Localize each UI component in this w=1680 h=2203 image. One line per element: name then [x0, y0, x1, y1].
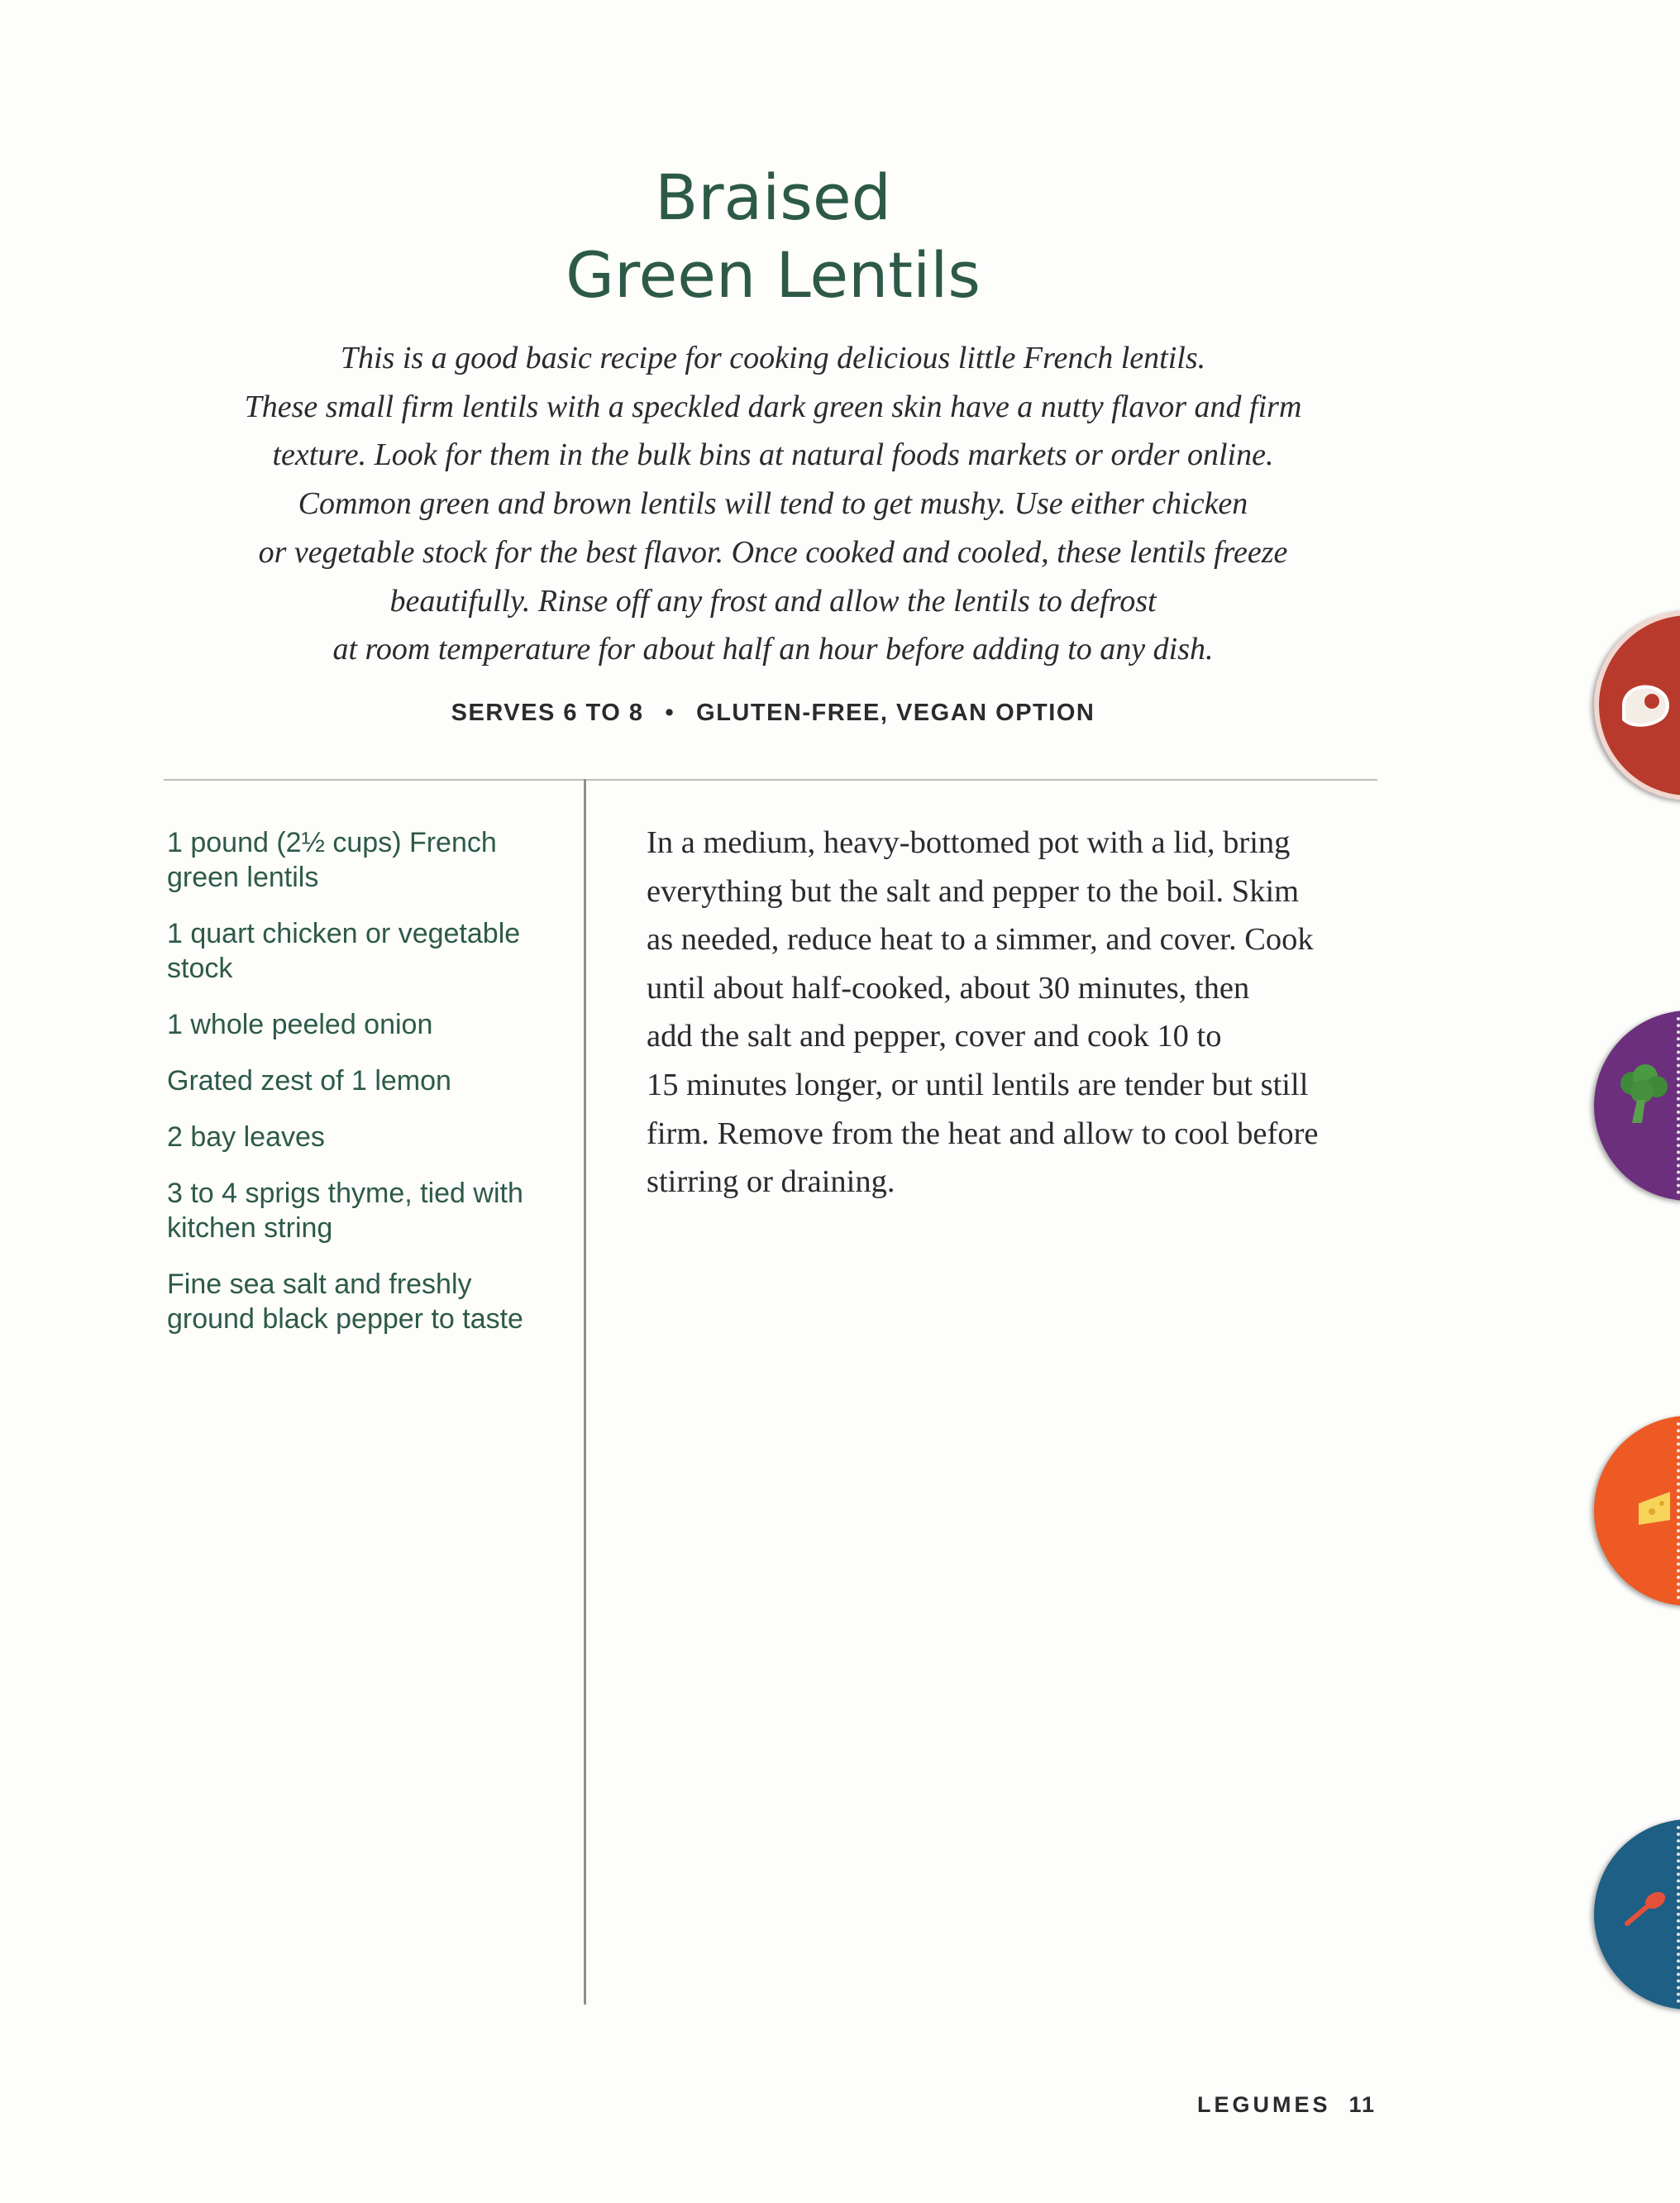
- intro-line: or vegetable stock for the best flavor. Once cooked and cooled, these lentils freeze: [258, 534, 1288, 570]
- horizontal-divider: [164, 779, 1377, 781]
- spoon-icon: [1594, 1819, 1680, 2009]
- cheese-icon: [1594, 1416, 1680, 1606]
- method-line: In a medium, heavy-bottomed pot with a lid, bring: [647, 825, 1291, 860]
- method-line: 15 minutes longer, or until lentils are tender but still: [647, 1067, 1309, 1102]
- index-tab-vegetables[interactable]: [1594, 1011, 1680, 1201]
- tab-stitching: [1677, 1017, 1680, 1194]
- ingredient-item: 1 pound (2½ cups) French green lentils: [167, 827, 497, 893]
- intro-line: These small firm lentils with a speckled dark green skin have a nutty flavor and firm: [244, 389, 1302, 424]
- recipe-title: [0, 159, 1546, 314]
- intro-line: texture. Look for them in the bulk bins at natural foods markets or order online.: [272, 437, 1274, 473]
- recipe-meta: [0, 700, 1546, 727]
- ingredient-item: Fine sea salt and freshly ground black pepper to taste: [167, 1269, 523, 1335]
- method-line: as needed, reduce heat to a simmer, and cover. Cook: [647, 922, 1314, 958]
- tab-stitching: [1677, 1826, 1680, 2003]
- index-tab-dairy[interactable]: [1594, 1416, 1680, 1606]
- steak-icon: [1599, 615, 1680, 800]
- ingredient-item: 1 whole peeled onion: [167, 1009, 433, 1040]
- section-label: LEGUMES: [1197, 2092, 1331, 2117]
- dietary-label: GLUTEN-FREE, VEGAN OPTION: [696, 700, 1095, 726]
- method-text: [647, 819, 1374, 1207]
- method-line: firm. Remove from the heat and allow to cool before: [647, 1116, 1319, 1151]
- ingredient-item: 3 to 4 sprigs thyme, tied with kitchen string: [167, 1178, 523, 1244]
- ingredient-list: [167, 825, 564, 1358]
- index-tab-other[interactable]: [1594, 1819, 1680, 2009]
- separator-dot: •: [665, 700, 675, 726]
- method-line: everything but the salt and pepper to the boil. Skim: [647, 873, 1300, 909]
- tab-stitching: [1677, 1422, 1680, 1599]
- intro-line: beautifully. Rinse off any frost and allow the lentils to defrost: [389, 583, 1157, 619]
- intro-line: at room temperature for about half an hour before adding to any dish.: [332, 632, 1214, 667]
- index-tab-meat[interactable]: [1594, 610, 1680, 800]
- vertical-divider: [584, 779, 586, 2005]
- ingredient-item: Grated zest of 1 lemon: [167, 1065, 451, 1097]
- intro-line: Common green and brown lentils will tend to get mushy. Use either chicken: [298, 486, 1248, 522]
- method-line: add the salt and pepper, cover and cook 10 to: [647, 1019, 1222, 1054]
- title-line: Braised: [655, 160, 891, 234]
- title-line: Green Lentils: [566, 238, 981, 312]
- serves-label: SERVES 6 TO 8: [451, 700, 644, 726]
- page-footer: [1197, 2092, 1376, 2118]
- method-line: until about half-cooked, about 30 minutes, then: [647, 970, 1250, 1006]
- broccoli-icon: [1594, 1011, 1680, 1201]
- method-line: stirring or draining.: [647, 1164, 895, 1200]
- intro-line: This is a good basic recipe for cooking delicious little French lentils.: [340, 341, 1206, 375]
- ingredient-item: 1 quart chicken or vegetable stock: [167, 918, 521, 984]
- ingredient-item: 2 bay leaves: [167, 1121, 325, 1153]
- page-number: 11: [1348, 2092, 1377, 2117]
- recipe-intro: [165, 334, 1381, 674]
